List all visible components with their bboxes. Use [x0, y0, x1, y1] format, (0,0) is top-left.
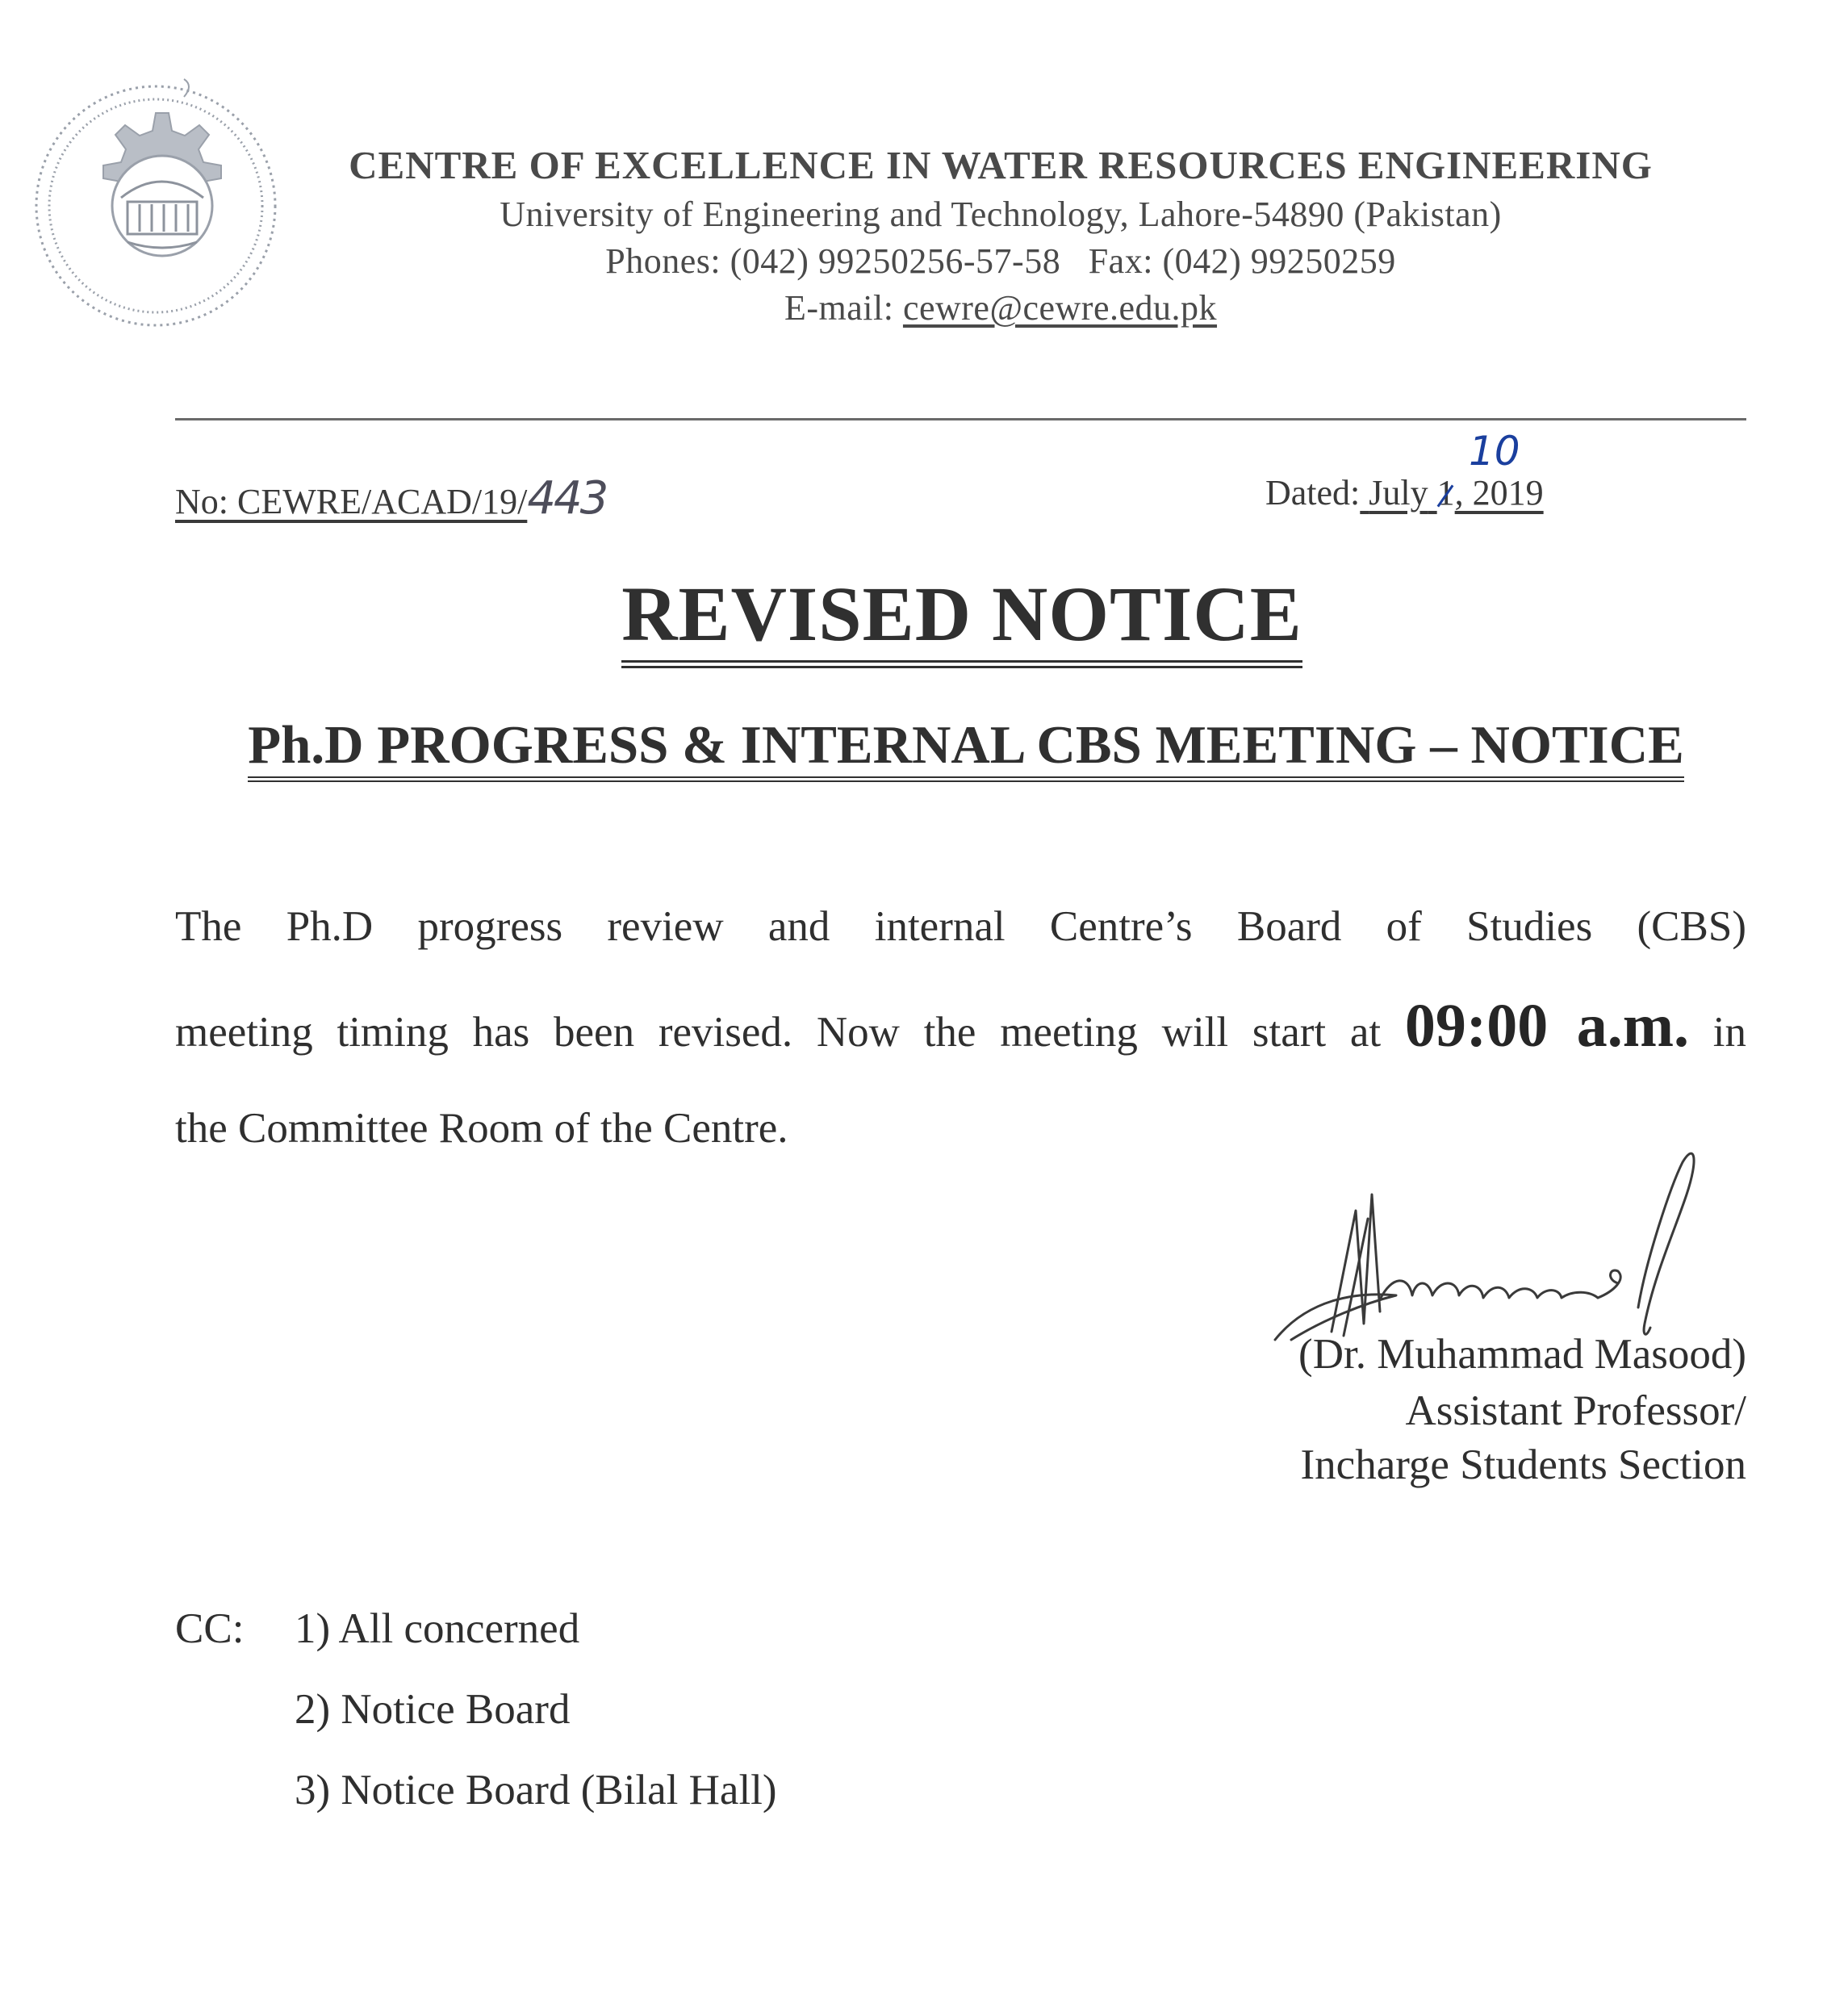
notice-title-text: REVISED NOTICE [621, 571, 1302, 668]
cc-label: CC: [175, 1605, 245, 1652]
cc-item: 2) Notice Board [295, 1686, 571, 1733]
reference-handwritten-number: 443 [527, 472, 607, 525]
phones-label: Phones: [605, 241, 721, 281]
date-year: , 2019 [1454, 473, 1544, 513]
body-line-2 [175, 991, 1746, 1061]
meeting-time: 09:00 a.m. [1404, 992, 1690, 1060]
cc-item: 1) All concerned [295, 1605, 580, 1652]
body-line-2-end: in [1712, 1009, 1747, 1056]
signatory-name: (Dr. Muhammad Masood) [1298, 1331, 1746, 1378]
date-label: Dated: [1265, 473, 1361, 513]
email-label: E-mail: [784, 288, 894, 328]
email-link[interactable]: cewre@cewre.edu.pk [902, 288, 1218, 328]
body-line-1: The Ph.D progress review and internal Centre’s Board of Studies (CBS) [175, 903, 1746, 950]
university-gear-emblem-icon [23, 77, 289, 335]
institution-name: CENTRE OF EXCELLENCE IN WATER RESOURCES ENGINEERING [349, 143, 1653, 187]
signatory-title: Assistant Professor/ [1405, 1387, 1746, 1434]
contact-numbers [307, 241, 1695, 282]
contact-email [307, 287, 1695, 328]
notice-subtitle [0, 714, 1848, 776]
phones-value: (042) 99250256-57-58 [730, 241, 1061, 281]
reference-number [175, 472, 606, 525]
university-address: University of Engineering and Technology, Lahore-54890 (Pakistan) [500, 195, 1502, 234]
date-month: July [1369, 473, 1428, 513]
fax-label: Fax: [1088, 241, 1153, 281]
date-struck-day: 1 [1436, 473, 1455, 513]
date-handwritten-day: 10 [1469, 428, 1520, 475]
notice-subtitle-text: Ph.D PROGRESS & INTERNAL CBS MEETING – NOTICE [248, 715, 1684, 782]
notice-title [0, 569, 1848, 659]
body-line-3: the Committee Room of the Centre. [175, 1105, 788, 1152]
cc-item: 3) Notice Board (Bilal Hall) [295, 1767, 777, 1814]
reference-prefix: No: CEWRE/ACAD/19/ [175, 482, 528, 521]
signatory-section: Incharge Students Section [1300, 1441, 1746, 1488]
date-line [1265, 472, 1544, 513]
letterhead-divider [175, 418, 1746, 420]
fax-value: (042) 99250259 [1162, 241, 1396, 281]
body-line-2-text: meeting timing has been revised. Now the meeting will start at [175, 1009, 1382, 1056]
